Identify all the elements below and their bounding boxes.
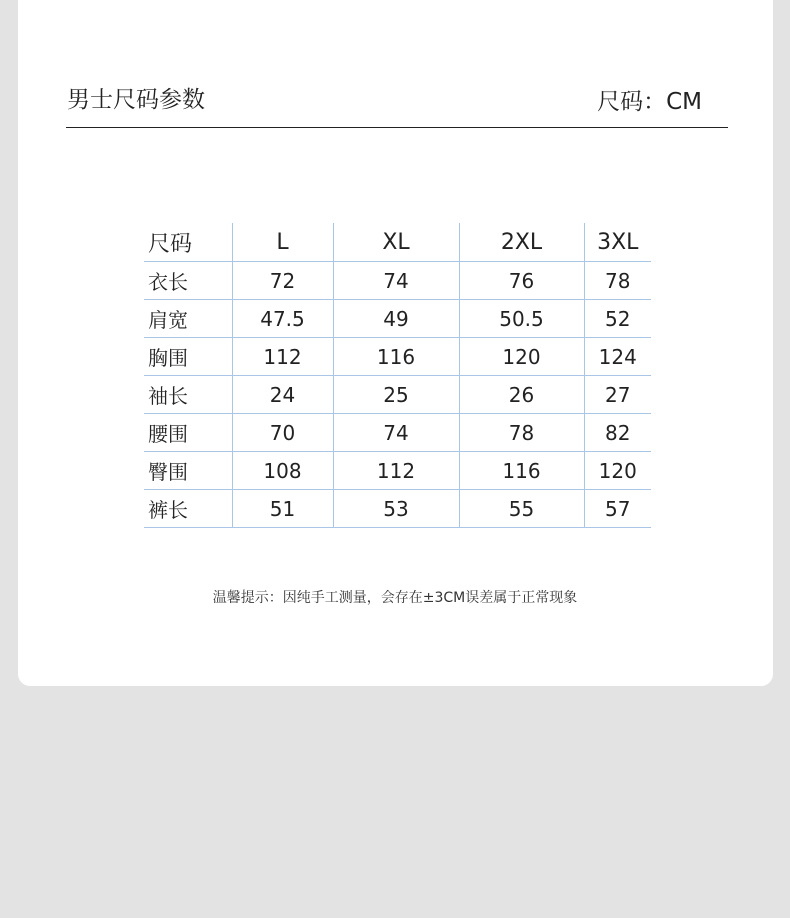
value-cell: 72 — [232, 262, 333, 300]
size-header-cell: 2XL — [459, 223, 584, 262]
value-cell: 57 — [584, 490, 651, 528]
table-row — [144, 452, 651, 490]
size-table — [144, 223, 651, 528]
measurement-note: 温馨提示：因纯手工测量，会存在±3CM误差属于正常现象 — [212, 590, 578, 606]
value-cell: 26 — [459, 376, 584, 414]
value-cell: 55 — [459, 490, 584, 528]
value-cell: 112 — [232, 338, 333, 376]
value-cell: 120 — [459, 338, 584, 376]
table-row — [144, 262, 651, 300]
row-label-cell: 臀围 — [144, 452, 232, 490]
page-title: 男士尺码参数 — [67, 87, 205, 113]
row-label-cell: 衣长 — [144, 262, 232, 300]
value-cell: 53 — [333, 490, 459, 528]
value-cell: 120 — [584, 452, 651, 490]
value-cell: 51 — [232, 490, 333, 528]
value-cell: 78 — [459, 414, 584, 452]
table-row — [144, 338, 651, 376]
value-cell: 116 — [459, 452, 584, 490]
value-cell: 74 — [333, 414, 459, 452]
value-cell: 27 — [584, 376, 651, 414]
row-label-cell: 胸围 — [144, 338, 232, 376]
table-row — [144, 376, 651, 414]
value-cell: 24 — [232, 376, 333, 414]
table-row — [144, 414, 651, 452]
value-cell: 116 — [333, 338, 459, 376]
value-cell: 50.5 — [459, 300, 584, 338]
value-cell: 108 — [232, 452, 333, 490]
row-label-cell: 腰围 — [144, 414, 232, 452]
value-cell: 76 — [459, 262, 584, 300]
size-header-cell: L — [232, 223, 333, 262]
value-cell: 25 — [333, 376, 459, 414]
unit-label: 尺码：CM — [597, 89, 702, 115]
row-label-cell: 肩宽 — [144, 300, 232, 338]
title-divider — [66, 127, 728, 128]
value-cell: 49 — [333, 300, 459, 338]
value-cell: 52 — [584, 300, 651, 338]
value-cell: 112 — [333, 452, 459, 490]
row-label-cell: 袖长 — [144, 376, 232, 414]
value-cell: 124 — [584, 338, 651, 376]
value-cell: 82 — [584, 414, 651, 452]
header-label-cell: 尺码 — [144, 223, 232, 262]
value-cell: 74 — [333, 262, 459, 300]
value-cell: 78 — [584, 262, 651, 300]
table-row — [144, 490, 651, 528]
size-header-cell: XL — [333, 223, 459, 262]
table-header-row — [144, 223, 651, 262]
row-label-cell: 裤长 — [144, 490, 232, 528]
table-row — [144, 300, 651, 338]
value-cell: 70 — [232, 414, 333, 452]
value-cell: 47.5 — [232, 300, 333, 338]
size-header-cell: 3XL — [584, 223, 651, 262]
